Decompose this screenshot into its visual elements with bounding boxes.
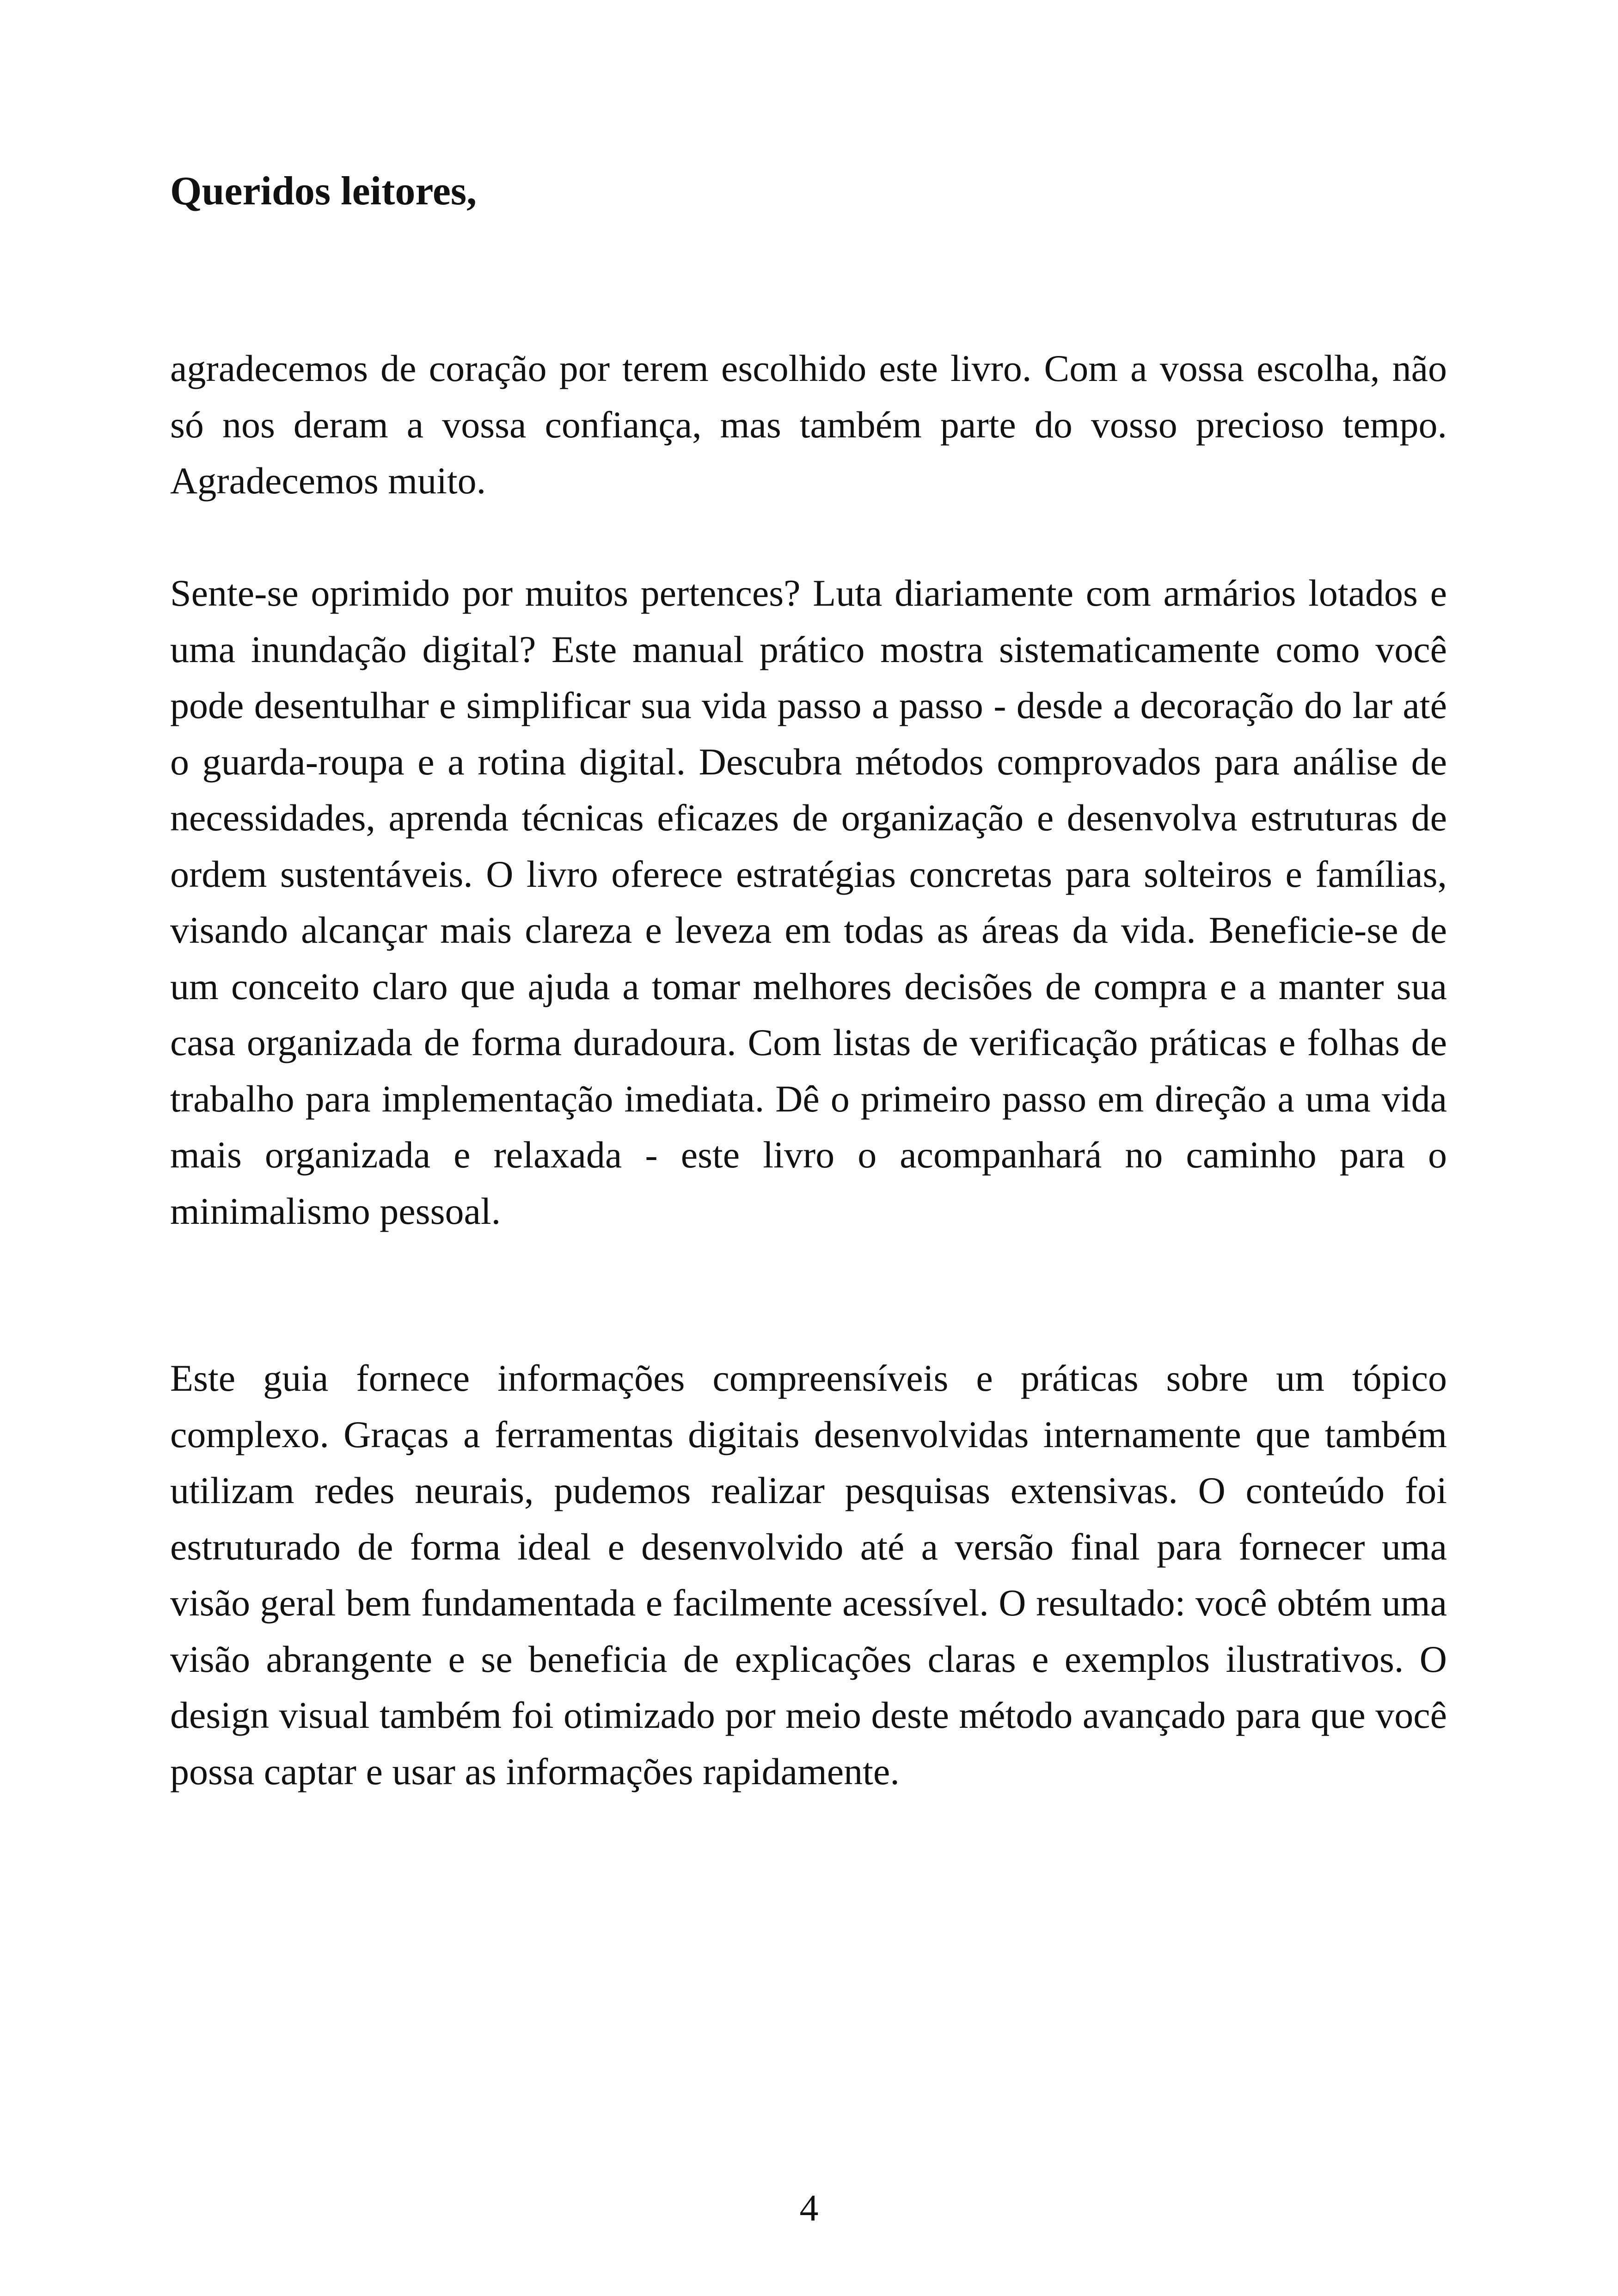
paragraph-book-description: Sente-se oprimido por muitos pertences? Luta diariamente com armários lotados e uma inundação digital? Este manual prático mostra sistematicamente como você pode desentulhar e simplificar sua vida passo a passo - desde a decoração do lar até o guarda-roupa e a rotina digital. Descubra métodos comprovados para análise de necessidades, aprenda técnicas eficazes de organização e desenvolva estruturas de ordem sustentáveis. O livro oferece estratégias concretas para solteiros e famílias, visando alcançar mais clareza e leveza em todas as áreas da vida. Beneficie-se de um conceito claro que ajuda a tomar melhores decisões de compra e a manter sua casa organizada de forma duradoura. Com listas de verificação práticas e folhas de trabalho para implementação imediata. Dê o primeiro passo em direção a uma vida mais organizada e relaxada - este livro o acompanhará no caminho para o minimalismo pessoal. xyxy=(170,572,1447,1232)
greeting-heading: Queridos leitores, xyxy=(170,169,477,214)
page-number: 4 xyxy=(799,2187,819,2229)
paragraph-thanks: agradecemos de coração por terem escolhido este livro. Com a vossa escolha, não só nos deram a vossa confiança, mas também parte do vosso precioso tempo. Agradecemos muito. xyxy=(170,347,1447,502)
paragraph-guide-info: Este guia fornece informações compreensíveis e práticas sobre um tópico complexo. Graças a ferramentas digitais desenvolvidas internamente que também utilizam redes neurais, pudemos realizar pesquisas extensivas. O conteúdo foi estruturado de forma ideal e desenvolvido até a versão final para fornecer uma visão geral bem fundamentada e facilmente acessível. O resultado: você obtém uma visão abrangente e se beneficia de explicações claras e exemplos ilustrativos. O design visual também foi otimizado por meio deste método avançado para que você possa captar e usar as informações rapidamente. xyxy=(170,1357,1447,1793)
